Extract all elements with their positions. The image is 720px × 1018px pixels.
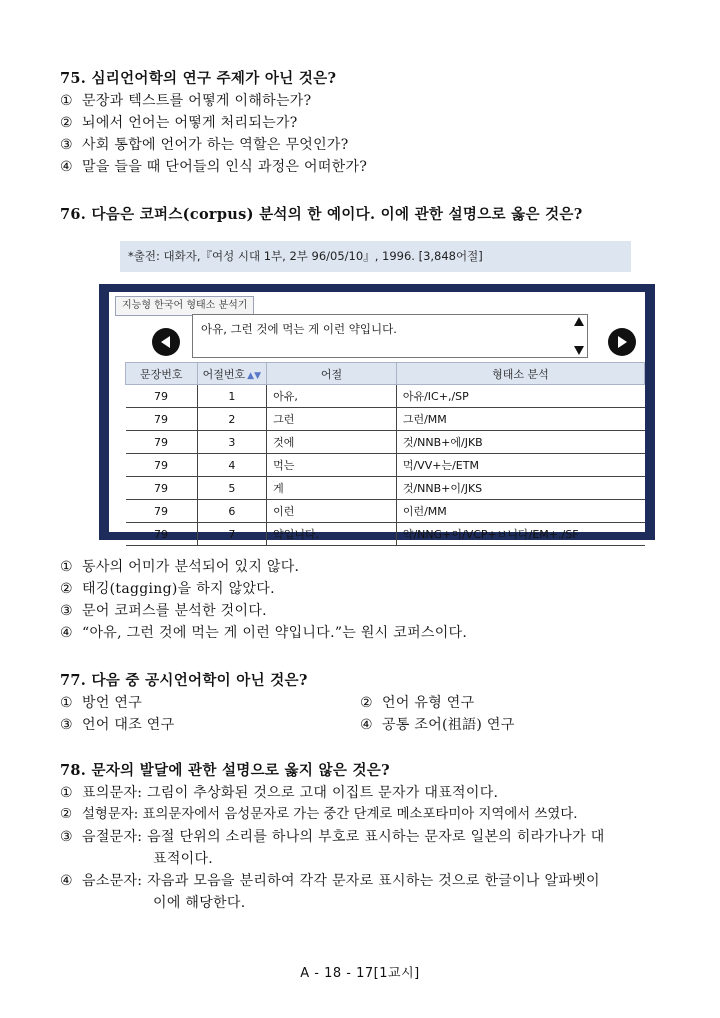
morpheme-analyzer-window	[99, 284, 655, 540]
table-row[interactable]: 79 1 아유, 아유/IC+,/SP	[126, 385, 645, 408]
prev-arrow-icon[interactable]	[152, 328, 180, 356]
option-2: ② 언어 유형 연구	[360, 695, 475, 711]
question-76	[60, 204, 583, 226]
col-sentence-number[interactable]: 문장번호	[126, 363, 198, 385]
option-3: ③ 언어 대조 연구	[60, 717, 175, 733]
question-title: 76. 다음은 코퍼스(corpus) 분석의 한 예이다. 이에 관한 설명으로 옳은 것은?	[60, 206, 583, 223]
option-4: ④ 말을 들을 때 단어들의 인식 과정은 어떠한가?	[60, 159, 368, 175]
table-row[interactable]: 79 2 그런 그런/MM	[126, 408, 645, 431]
question-77	[60, 670, 660, 736]
question-76-options	[60, 556, 467, 644]
option-2: ② 태깅(tagging)을 하지 않았다.	[60, 581, 275, 597]
table-row[interactable]: 79 6 이런 이런/MM	[126, 500, 645, 523]
table-row[interactable]: 79 4 먹는 먹/VV+는/ETM	[126, 454, 645, 477]
option-1: ① 방언 연구	[60, 695, 143, 711]
scroll-up-icon[interactable]	[574, 317, 584, 326]
morpheme-table	[125, 362, 645, 546]
question-75	[60, 68, 367, 178]
option-1: ① 문장과 텍스트를 어떻게 이해하는가?	[60, 93, 312, 109]
scrollbar[interactable]	[573, 317, 585, 355]
table-header-row	[126, 363, 645, 385]
analyzer-panel	[109, 292, 645, 541]
option-4: ④ 음소문자: 자음과 모음을 분리하여 각각 문자로 표시하는 것으로 한글이나 알파벳이	[60, 873, 600, 889]
option-3: ③ 사회 통합에 언어가 하는 역할은 무엇인가?	[60, 137, 349, 153]
next-arrow-icon[interactable]	[608, 328, 636, 356]
analyzer-tab[interactable]: 지능형 한국어 형태소 분석기	[115, 296, 254, 316]
option-4-continuation: 이에 해당한다.	[153, 895, 246, 911]
col-morpheme-analysis[interactable]: 형태소 분석	[396, 363, 644, 385]
option-3: ③ 음절문자: 음절 단위의 소리를 하나의 부호로 표시하는 문자로 일본의 히라가나가 대	[60, 829, 605, 845]
col-eojeol[interactable]: 어절	[267, 363, 397, 385]
sort-icon[interactable]: ▲▼	[247, 370, 261, 381]
option-4: ④ 공통 조어(祖語) 연구	[360, 717, 515, 733]
option-2: ② 설형문자: 표의문자에서 음성문자로 가는 중간 단계로 메소포타미아 지역에서 쓰였다.	[60, 807, 578, 822]
question-78	[60, 760, 605, 914]
question-title: 75. 심리언어학의 연구 주제가 아닌 것은?	[60, 70, 337, 87]
option-3-continuation: 표적이다.	[153, 851, 214, 867]
option-1: ① 동사의 어미가 분석되어 있지 않다.	[60, 559, 300, 575]
question-title: 77. 다음 중 공시언어학이 아닌 것은?	[60, 672, 308, 689]
scroll-down-icon[interactable]	[574, 346, 584, 355]
table-row[interactable]: 79 7 약입니다. 약/NNG+이/VCP+ㅂ니다/EM+./SF	[126, 523, 645, 546]
option-1: ① 표의문자: 그림이 추상화된 것으로 고대 이집트 문자가 대표적이다.	[60, 785, 499, 801]
question-title: 78. 문자의 발달에 관한 설명으로 옳지 않은 것은?	[60, 762, 390, 779]
sentence-textbox[interactable]	[192, 314, 588, 358]
sentence-text: 아유, 그런 것에 먹는 게 이런 약입니다.	[201, 322, 397, 336]
table-row[interactable]: 79 5 게 것/NNB+이/JKS	[126, 477, 645, 500]
option-2: ② 뇌에서 언어는 어떻게 처리되는가?	[60, 115, 298, 131]
option-4: ④ “아유, 그런 것에 먹는 게 이런 약입니다.”는 원시 코퍼스이다.	[60, 625, 468, 641]
source-citation: *출전: 대화자,『여성 시대 1부, 2부 96/05/10』, 1996. [3,848어절]	[120, 241, 631, 272]
col-eojeol-number[interactable]: 어절번호 ▲▼	[197, 363, 267, 385]
option-3: ③ 문어 코퍼스를 분석한 것이다.	[60, 603, 267, 619]
page-footer: A - 18 - 17[1교시]	[300, 966, 420, 981]
table-row[interactable]: 79 3 것에 것/NNB+에/JKB	[126, 431, 645, 454]
